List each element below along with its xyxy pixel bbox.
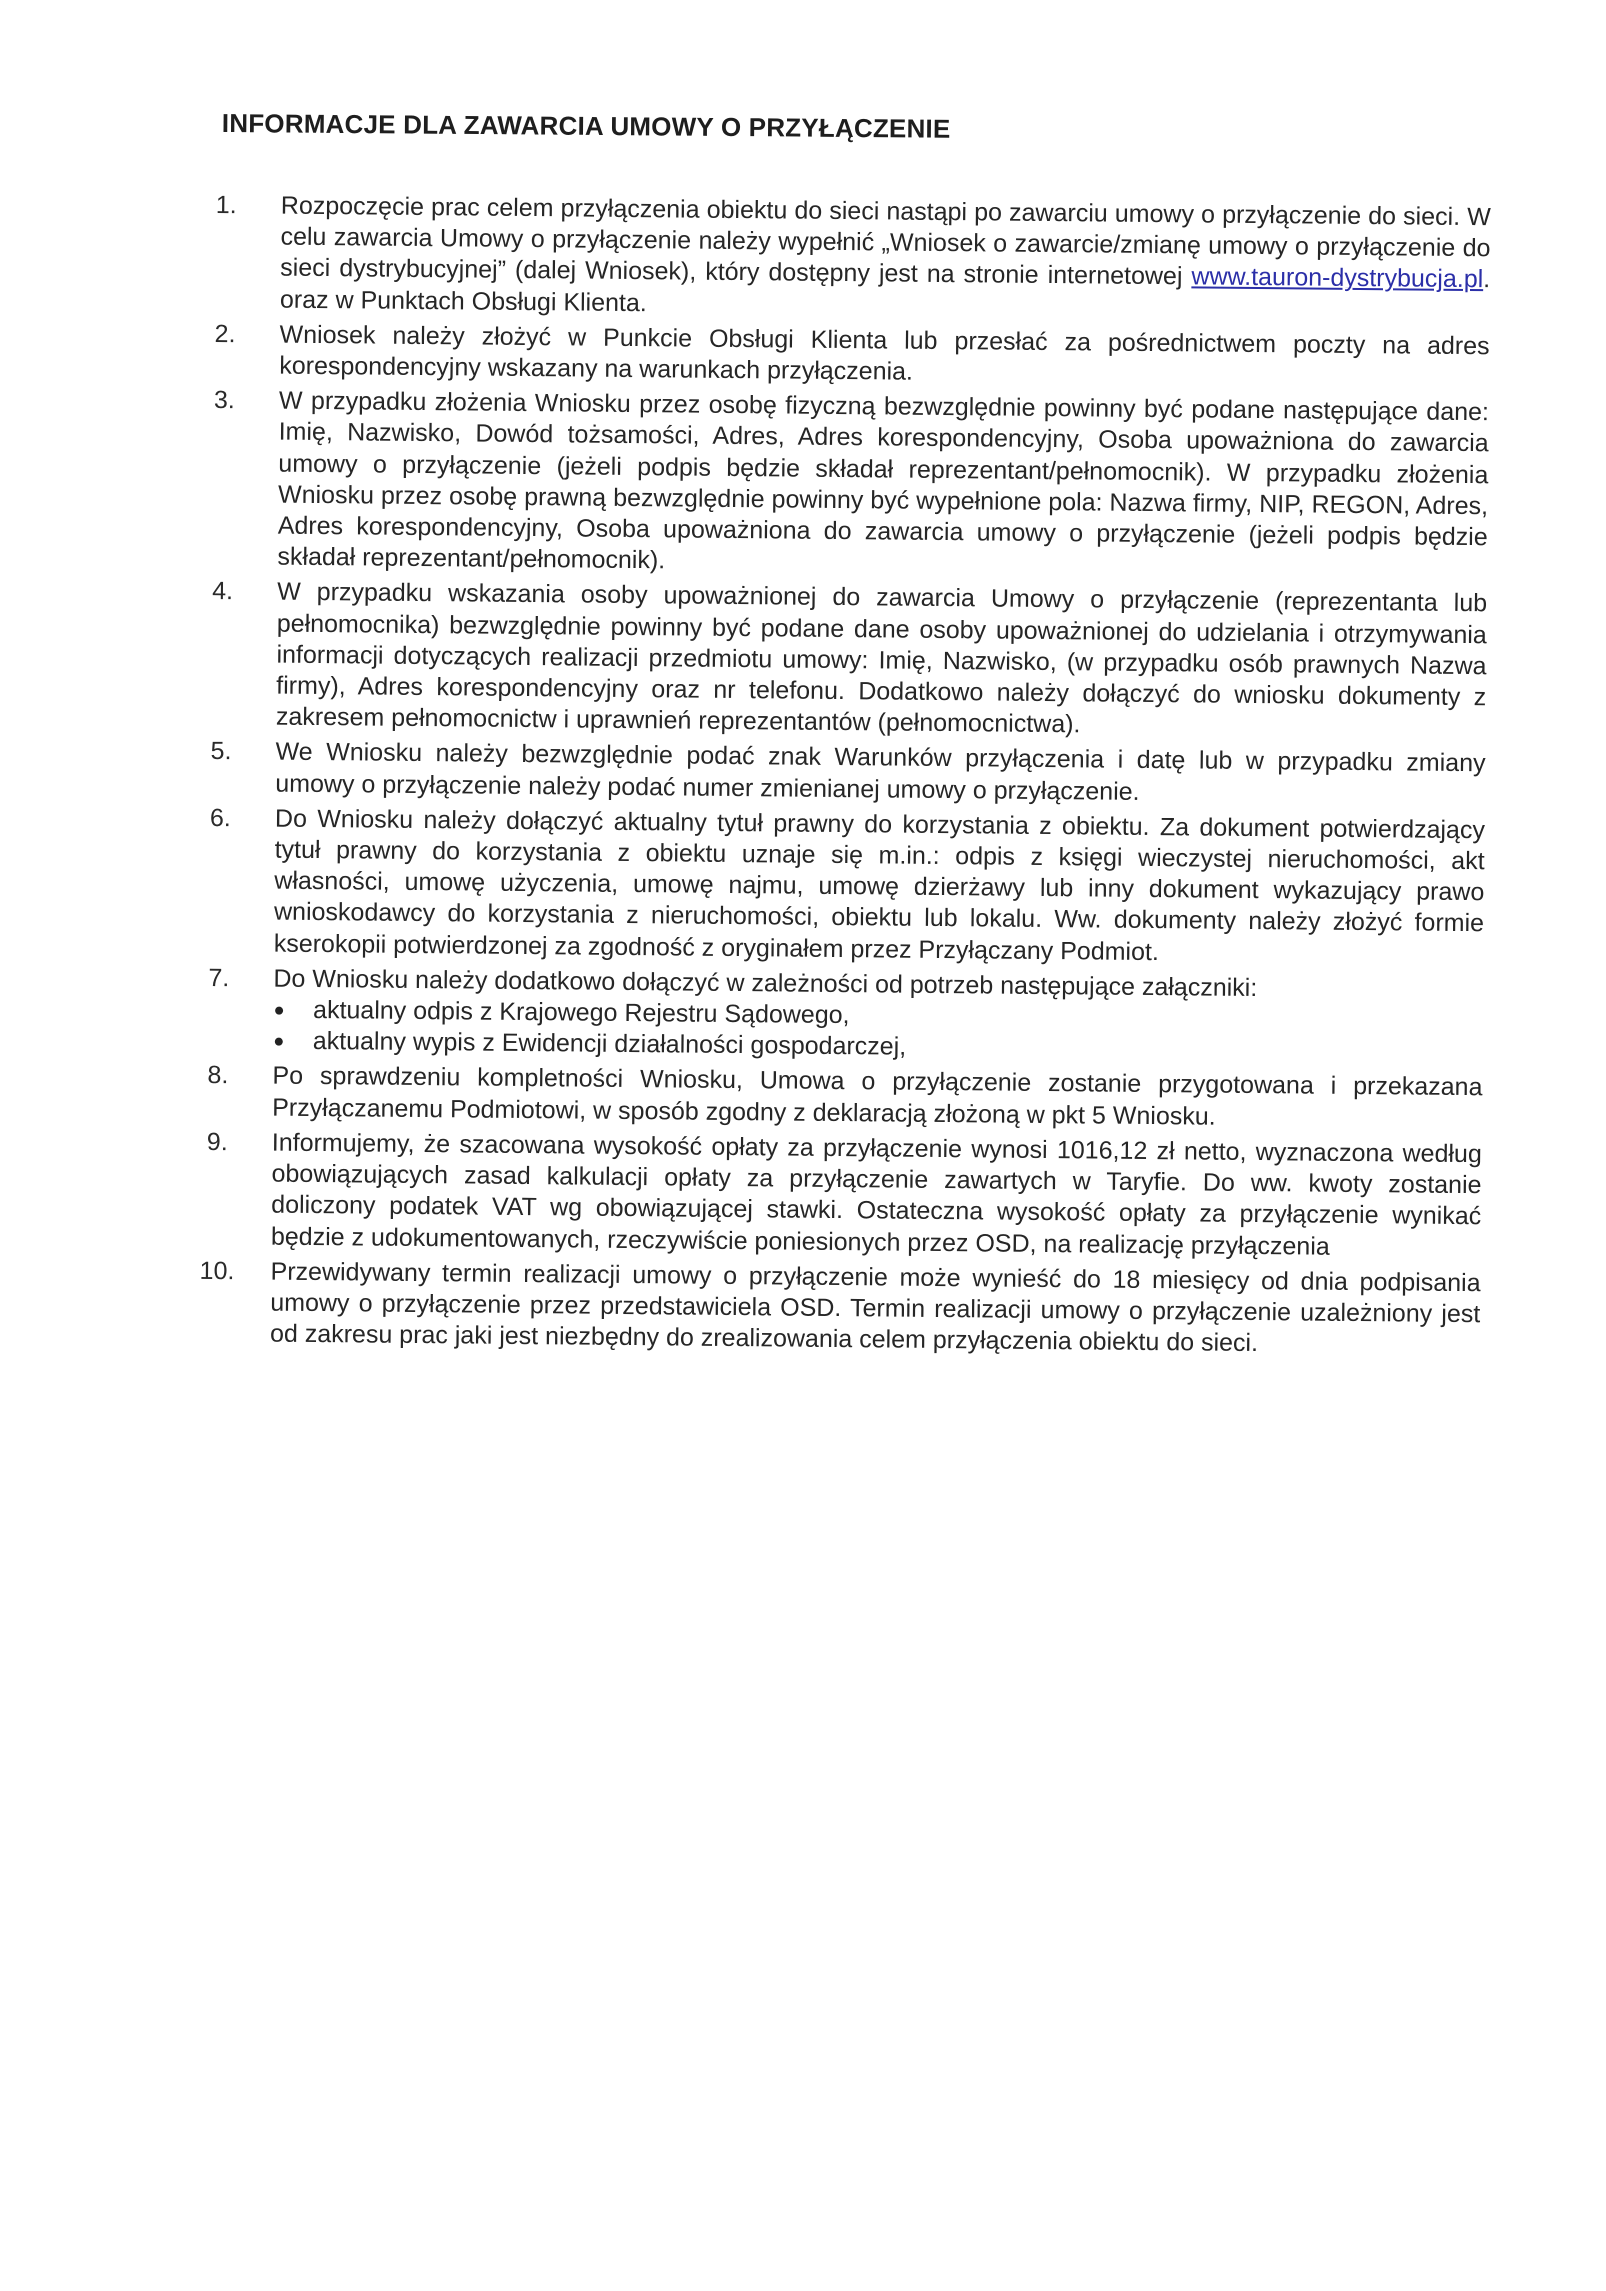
item-text: Wniosek należy złożyć w Punkcie Obsługi Klienta lub przesłać za pośrednictwem poczty na adres korespondencyjny wskazany na warunkach przyłączenia. (279, 320, 1490, 386)
item-text: Do Wniosku należy dodatkowo dołączyć w zależności od potrzeb następujące załączniki: (273, 964, 1258, 1002)
item-number: 5. (210, 737, 232, 766)
item-number: 10. (199, 1256, 235, 1285)
bullet-icon (275, 1038, 283, 1046)
item-number: 8. (207, 1061, 229, 1090)
item-number: 3. (213, 386, 235, 415)
bullet-text: aktualny odpis z Krajowego Rejestru Sądowego, (312, 996, 850, 1030)
list-item-3 (212, 385, 1489, 584)
item-number: 6. (209, 803, 231, 833)
bullet-icon (275, 1007, 283, 1015)
numbered-list (199, 190, 1491, 1361)
item-text: W przypadku złożenia Wniosku przez osobę fizyczną bezwzględnie powinny być podane następujące dane: Imię, Nazwisko, Dowód tożsamości, Adres, Adres korespondencyjny, Osoba upoważniona do zawarcia umowy o przyłączenie (jeżeli podpis będzie składał reprezentant/pełnomocnik). W przypadku złożenia Wniosku przez osobę prawną bezwzględnie powinny być wypełnione pola: Nazwa firmy, NIP, REGON, Adres, Adres korespondencyjny, Osoba upoważniona do zawarcia umowy o przyłączenie (jeżeli podpis będzie składał reprezentant/pełnomocnik). (277, 386, 1490, 575)
item-number: 7. (208, 963, 230, 993)
item-text: W przypadku wskazania osoby upoważnionej do zawarcia Umowy o przyłączenie (reprezentanta lub pełnomocnika) bezwzględnie powinny być podane dane osoby upoważnionej do udzielania i otrzymywania informacji dotyczących realizacji przedmiotu umowy: Imię, Nazwisko, (w przypadku osób prawnych Nazwa firmy), Adres korespondencyjny oraz nr telefonu. Dodatkowo należy dołączyć do wniosku dokumenty z zakresem pełnomocnictw i uprawnień reprezentantów (pełnomocnictwa). (275, 578, 1488, 739)
list-item-5 (210, 736, 1486, 811)
item-text: We Wniosku należy bezwzględnie podać znak Warunków przyłączenia i datę lub w przypadku zmiany umowy o przyłączenie należy podać numer zmienianej umowy o przyłączenie. (275, 738, 1486, 806)
bullet-text: aktualny wypis z Ewidencji działalności gospodarczej, (312, 1027, 907, 1061)
website-link[interactable]: www.tauron-dystrybucja.pl (1191, 262, 1484, 294)
item-text (280, 191, 1491, 327)
document-body (199, 190, 1491, 1365)
list-item-9 (206, 1127, 1482, 1264)
item-text: Do Wniosku należy dołączyć aktualny tytuł prawny do korzystania z obiektu. Za dokument potwierdzający tytuł prawny do korzystania z obiektu uznaje się m.in.: odpis z księgi wieczystej nieruchomości, akt własności, umowę użyczenia, umowę najmu, umowę dzierżawy lub inny dokument wykazujący prawo wnioskodawcy do korzystania z nieruchomości, obiektu lub lokalu. Ww. dokumenty należy złożyć formie kserokopii potwierdzonej za zgodność z oryginałem przez Przyłączany Podmiot. (273, 804, 1486, 966)
list-item-4 (211, 576, 1487, 744)
list-item-8 (207, 1060, 1483, 1135)
item-number: 9. (206, 1127, 228, 1157)
attachments-list (273, 995, 1484, 1069)
list-item-6 (209, 803, 1485, 971)
list-item-2 (214, 319, 1490, 394)
list-item-7 (208, 963, 1484, 1069)
item-number: 2. (214, 319, 236, 349)
list-item-10 (199, 1256, 1481, 1362)
item-number: 1. (215, 190, 237, 220)
list-item-1 (215, 190, 1491, 327)
item-text: Po sprawdzeniu kompletności Wniosku, Umowa o przyłączenie zostanie przygotowana i przekazana Przyłączanemu Podmiotowi, w sposób zgodny z deklaracją złożoną w pkt 5 Wniosku. (272, 1062, 1483, 1131)
item-text: Przewidywany termin realizacji umowy o przyłączenie może wynieść do 18 miesięcy od dnia podpisania umowy o przyłączenie przez przedstawiciela OSD. Termin realizacji umowy o przyłączenie uzależniony jest od zakresu prac jaki jest niezbędny do zrealizowania celem przyłączenia obiektu do sieci. (269, 1257, 1481, 1358)
item-number: 4. (212, 577, 234, 606)
item-text-part: Rozpoczęcie prac celem przyłączenia obiektu do sieci nastąpi po zawarciu umowy o przyłączenie do sieci. W celu zawarcia Umowy o przyłączenie należy wypełnić „Wniosek o zawarcie/zmianę umowy o przyłączenie do sieci dystrybucyjnej” (dalej Wniosek), który dostępny jest na stronie internetowej (280, 191, 1491, 291)
item-text: Informujemy, że szacowana wysokość opłaty za przyłączenie wynosi 1016,12 zł netto, wyznaczona według obowiązujących zasad kalkulacji opłaty za przyłączenie zawartych w Taryfie. Do ww. kwoty zostanie doliczony podatek VAT wg obowiązującej stawki. Ostateczna wysokość opłaty za przyłączenie wynikać będzie z udokumentowanych, rzeczywiście poniesionych przez OSD, na realizację przyłączenia (270, 1128, 1482, 1261)
item-text-part: . oraz w Punktach Obsługi Klienta. (279, 265, 1491, 317)
document-title: INFORMACJE DLA ZAWARCIA UMOWY O PRZYŁĄCZENIE (221, 108, 951, 144)
